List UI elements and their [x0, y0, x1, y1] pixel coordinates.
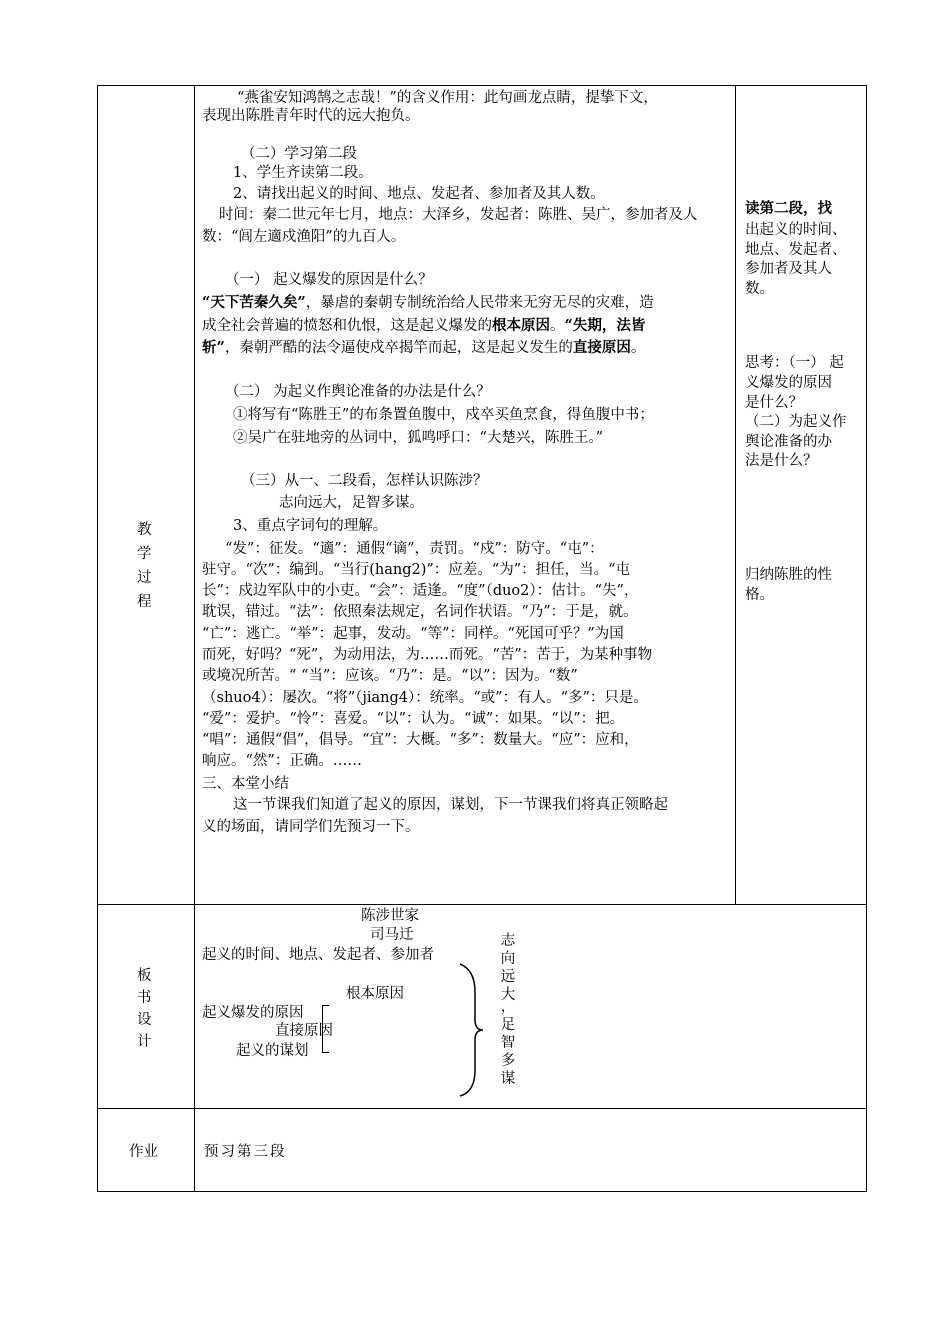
label-homework: 作业 [129, 1144, 158, 1160]
side-line: 是什么？ [745, 395, 803, 411]
board-direct-cause: 直接原因 [275, 1023, 333, 1039]
side-line: 参加者及其人 [745, 261, 832, 277]
table-column-divider [194, 85, 195, 1192]
bold-phrase: 根本原因 [492, 317, 550, 334]
section-title: （二）学习第二段 [241, 146, 357, 162]
text-span: 。 [550, 318, 565, 334]
main-line: “燕雀安知鸿鹄之志哉！”的含义作用：此句画龙点睛，提挚下文， [237, 90, 658, 106]
main-line: 义的场面，请同学们先预习一下。 [202, 819, 420, 835]
side-line: （二）为起义作 [745, 414, 847, 430]
vocab-line: 或境况所苦。“ “当”：应该。“乃”：是。“以”：因为。“数” [202, 668, 578, 684]
small-brace [322, 1005, 329, 1053]
large-brace [455, 962, 485, 1098]
main-line: ②吴广在驻地旁的丛词中，狐鸣呼口：“大楚兴，陈胜王。” [233, 430, 604, 446]
table-border-right [866, 85, 867, 1192]
side-line: 法是什么？ [745, 453, 818, 469]
label-char: 过 [137, 570, 152, 586]
label-char: 设 [137, 1012, 152, 1028]
main-line: 时间：秦二世元年七月，地点：大泽乡，发起者：陈胜、吴广，参加者及人 [219, 207, 698, 223]
table-border-top [97, 85, 867, 86]
question-heading: （二） 为起义作舆论准备的办法是什么？ [225, 384, 491, 400]
side-line: 归纳陈胜的性 [745, 567, 832, 583]
side-line: 读第二段，找 [745, 200, 832, 217]
table-border-left [97, 85, 98, 1192]
side-line: 出起义的时间、 [745, 222, 847, 238]
side-line: 舆论准备的办 [745, 434, 832, 450]
trait-char: 谋 [500, 1071, 516, 1087]
vocab-line: （shuo4）：屡次。“将”（jiang4）：统率。“或”：有人。“多”：只是。 [202, 690, 648, 706]
text-span: 成全社会普遍的愤怒和仇恨，这是起义爆发的 [202, 318, 492, 334]
section-title: 三、本堂小结 [202, 776, 289, 792]
table-row-divider-board [97, 904, 867, 905]
bold-phrase: 直接原因 [572, 339, 631, 356]
trait-char: 多 [500, 1053, 516, 1069]
board-author: 司马迁 [370, 927, 414, 943]
main-line: 志向远大，足智多谋。 [279, 495, 424, 511]
side-line: 义爆发的原因 [745, 375, 832, 391]
main-line: 表现出陈胜青年时代的远大抱负。 [202, 108, 420, 124]
vocab-line: 而死，好吗？“死”，为动用法，为……而死。“苦”：苦于，为某种事物 [202, 647, 653, 663]
vocab-line: “爱”：爱护。“怜”：喜爱。“以”：认为。“诚”：如果。“以”：把。 [202, 711, 625, 727]
board-plan: 起义的谋划 [236, 1043, 309, 1059]
vocab-line: “唱”：通假“倡”，倡导。“宜”：大概。“多”：数量大。“应”：应和， [202, 732, 639, 748]
bold-phrase: 斩” [202, 339, 225, 356]
large-brace-path [460, 964, 483, 1096]
bold-phrase: “天下苦秦久矣” [202, 294, 306, 311]
text-span: 。 [630, 340, 646, 356]
bold-phrase: “失期，法皆 [564, 317, 646, 334]
main-line: 2、请找出起义的时间、地点、发起者、参加者及其人数。 [233, 186, 605, 202]
main-line [202, 316, 645, 336]
label-char: 教 [137, 522, 152, 538]
trait-char: ， [500, 999, 516, 1015]
board-cause: 起义爆发的原因 [202, 1005, 304, 1021]
board-title: 陈涉世家 [361, 908, 419, 924]
vocab-line: 响应。“然”：正确。…… [202, 753, 362, 769]
board-root-cause: 根本原因 [346, 986, 404, 1002]
vocab-line: 驻守。“次”：编到。“当行(hang2)”：应差。“为”：担任，当。“屯 [202, 562, 631, 578]
main-line: 数：“闾左適戍渔阳”的九百人。 [202, 229, 406, 245]
table-border-bottom [97, 1191, 867, 1192]
question-heading: （三）从一、二段看，怎样认识陈涉？ [241, 473, 488, 489]
table-column-divider-right [735, 85, 736, 904]
main-line: ①将写有“陈胜王”的布条置鱼腹中，戍卒买鱼烹食，得鱼腹中书； [233, 407, 654, 423]
side-line: 地点、发起者、 [745, 242, 847, 258]
trait-char: 向 [500, 951, 516, 967]
main-line [202, 338, 645, 358]
label-char: 计 [137, 1034, 152, 1050]
trait-char: 大 [500, 987, 516, 1003]
main-line: 1、学生齐读第二段。 [233, 165, 373, 181]
board-line: 起义的时间、地点、发起者、参加者 [202, 947, 434, 963]
section-title: 3、重点字词句的理解。 [233, 518, 388, 534]
main-line: 这一节课我们知道了起义的原因，谋划，下一节课我们将真正领略起 [233, 797, 668, 813]
side-line: 思考：（一） 起 [745, 355, 844, 371]
question-heading: （一） 起义爆发的原因是什么？ [225, 272, 433, 288]
trait-char: 志 [500, 933, 516, 949]
text-span: ，暴虐的秦朝专制统治给人民带来无穷无尽的灾难，造 [305, 295, 654, 311]
side-line: 格。 [745, 587, 774, 603]
table-row-divider-homework [97, 1108, 867, 1109]
text-span: ，秦朝严酷的法令逼使戍卒揭竿而起，这是起义发生的 [224, 340, 573, 356]
vocab-line: 长”：戍边军队中的小吏。“会”：适逢。“度”（duo2）：估计。“失”， [202, 583, 639, 599]
trait-char: 足 [500, 1017, 516, 1033]
label-char: 程 [137, 594, 152, 610]
trait-char: 智 [500, 1035, 516, 1051]
label-char: 学 [137, 546, 152, 562]
vocab-line: 耽误，错过。“法”：依照秦法规定，名词作状语。“乃”：于是，就。 [202, 604, 638, 620]
homework-text: 预习第三段 [204, 1144, 287, 1160]
label-char: 书 [137, 990, 152, 1006]
trait-char: 远 [500, 969, 516, 985]
vocab-line: “亡”：逃亡。“举”：起事，发动。“等”：同样。“死国可乎？”为国 [202, 626, 624, 642]
vocab-line: “发”：征发。“適”：通假“谪”，责罚。“戍”：防守。“屯”： [225, 541, 604, 557]
label-char: 板 [137, 968, 152, 984]
main-line [202, 293, 654, 313]
side-line: 数。 [745, 281, 774, 297]
